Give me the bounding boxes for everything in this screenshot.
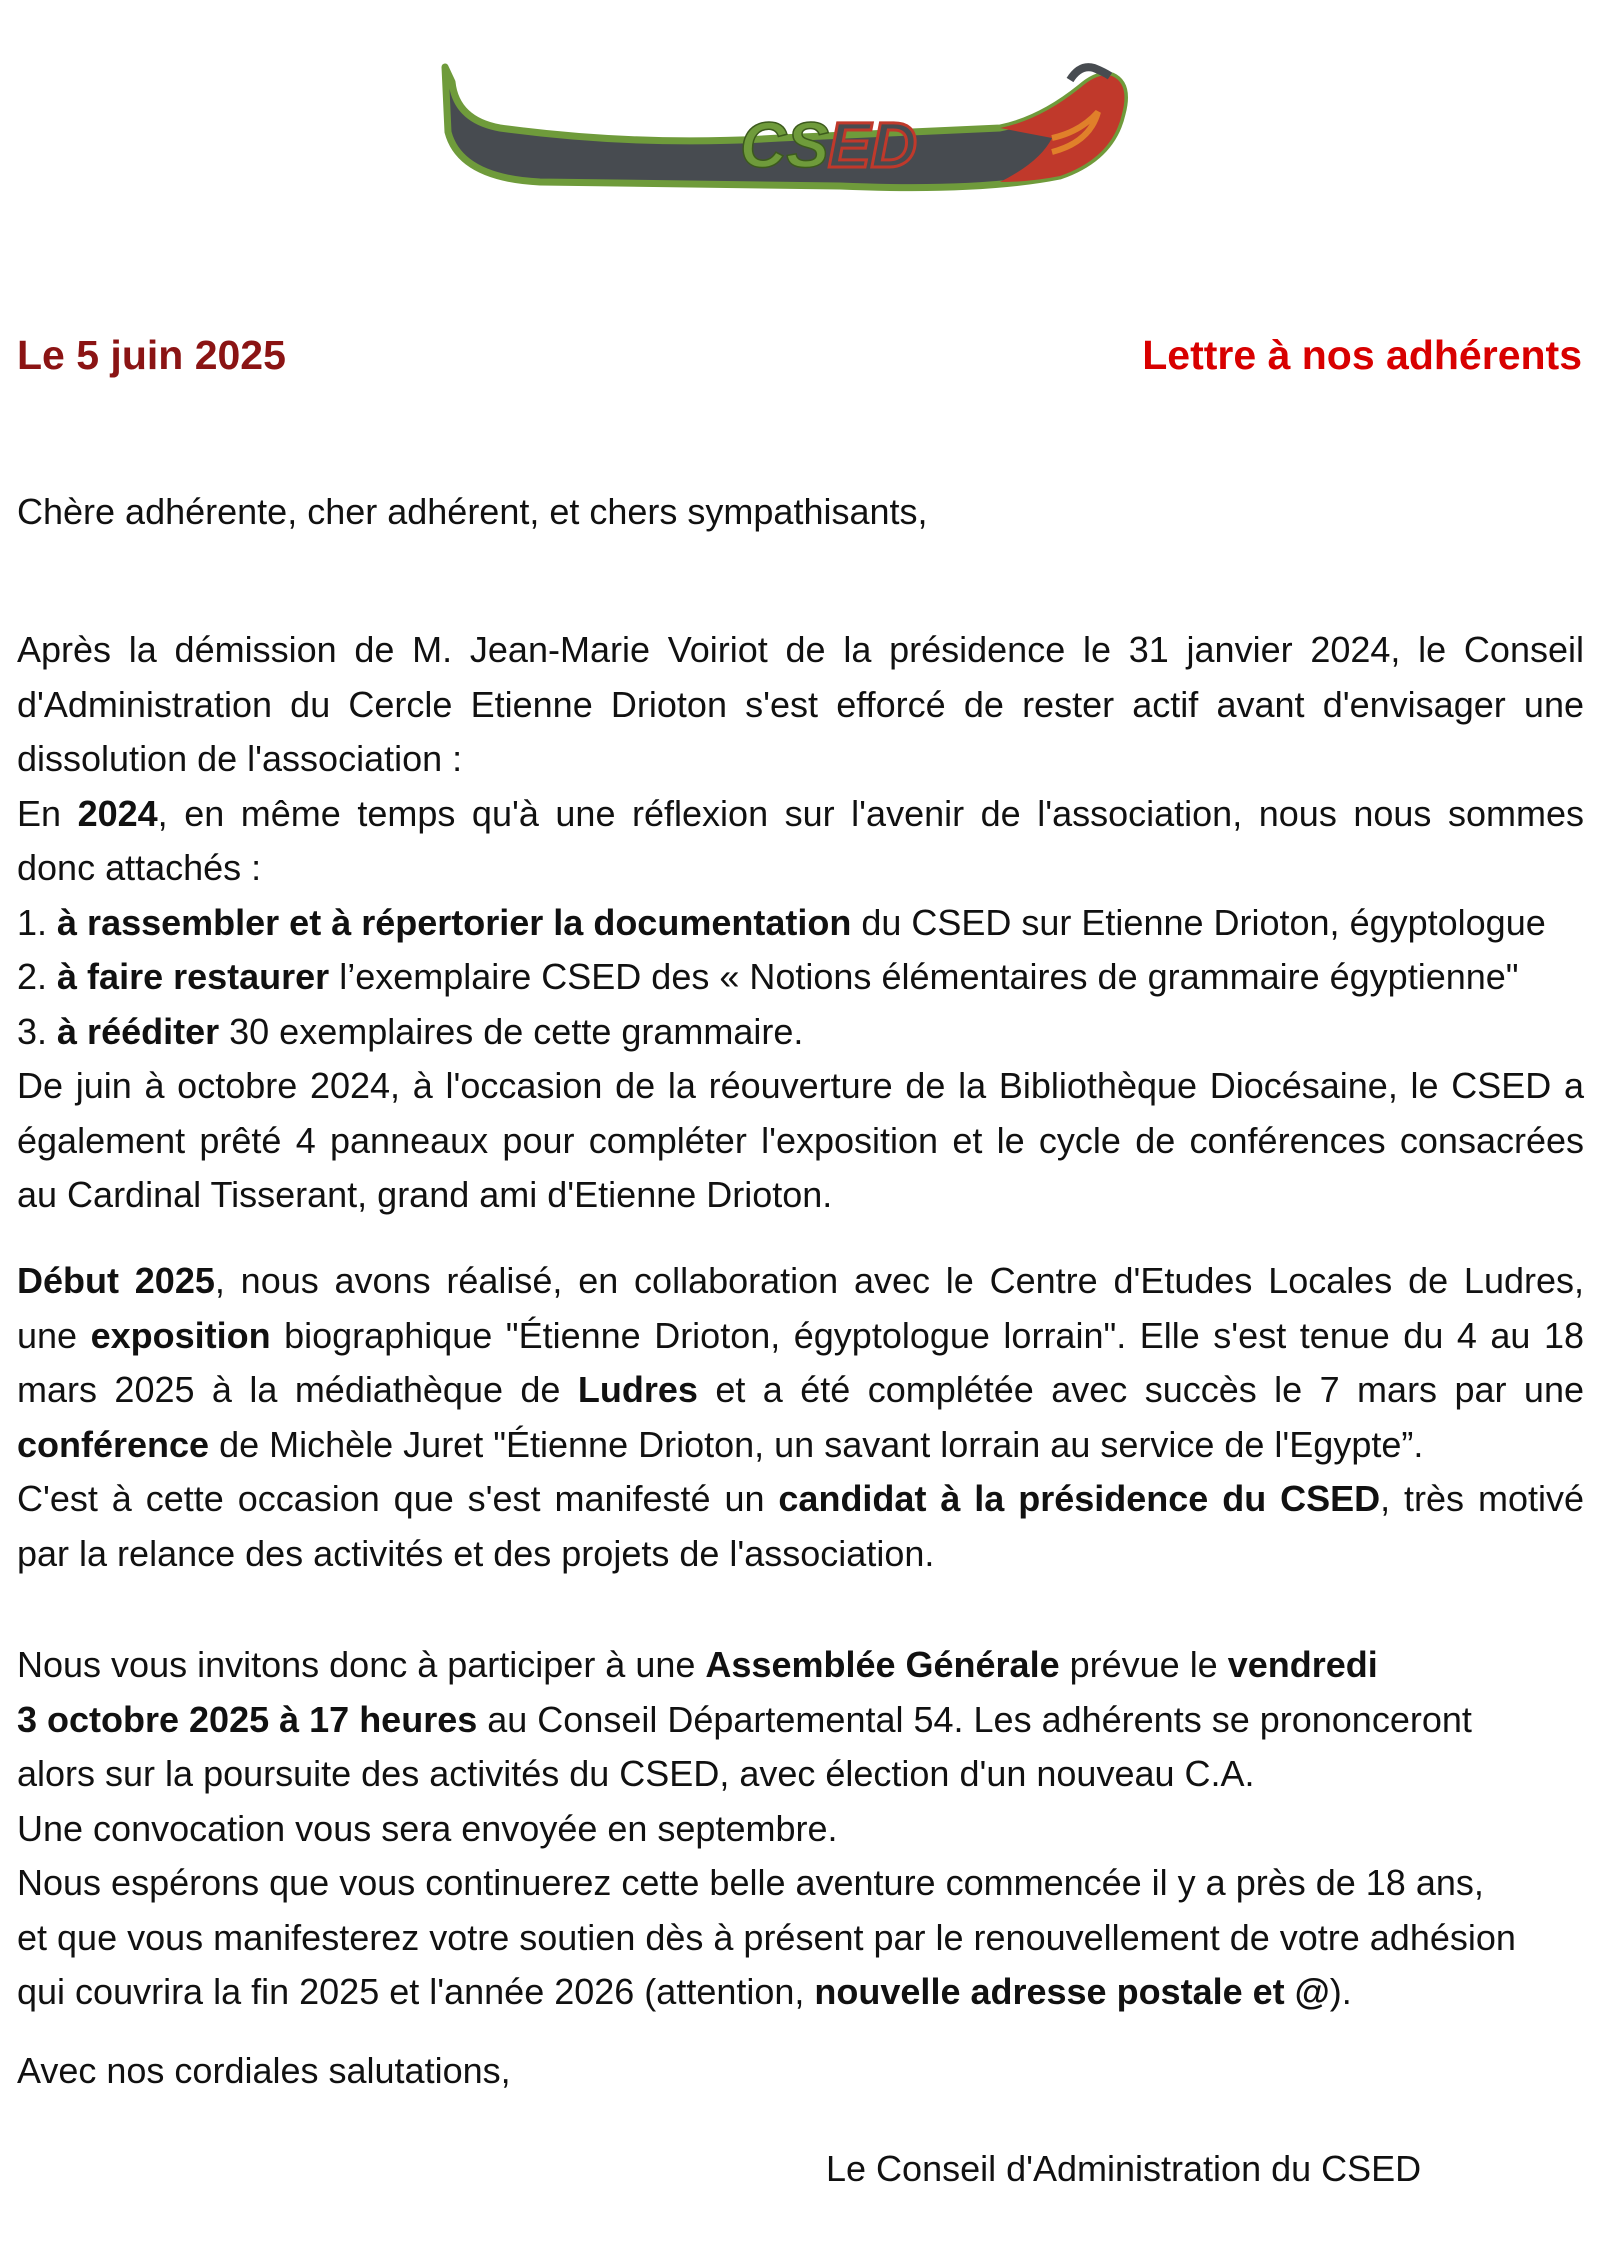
paragraph-general-assembly — [17, 1638, 1584, 2020]
text-line: également prêté 4 panneaux pour compléter l'exposition et le cycle de conférences consacrées — [17, 1119, 1584, 1161]
logo-text-ed: ED — [828, 109, 917, 181]
text-line: Nous espérons que vous continuerez cette belle aventure commencée il y a près de 18 ans, — [17, 1862, 1484, 1903]
text-line: une exposition biographique "Étienne Drioton, égyptologue lorrain". Elle s'est tenue du 4 au 18 — [17, 1314, 1584, 1356]
signature: Le Conseil d'Administration du CSED — [826, 2148, 1422, 2189]
csed-logo — [440, 62, 1130, 202]
text-line: et que vous manifesterez votre soutien dès à présent par le renouvellement de votre adhésion — [17, 1916, 1516, 1958]
text-line: En 2024, en même temps qu'à une réflexion sur l'avenir de l'association, nous nous sommes — [17, 792, 1584, 834]
logo-text-cs: CS — [740, 109, 829, 181]
text-line: d'Administration du Cercle Etienne Drioton s'est efforcé de rester actif avant d'envisager une — [17, 683, 1584, 725]
letter-date: Le 5 juin 2025 — [17, 332, 286, 378]
text-line: Une convocation vous sera envoyée en septembre. — [17, 1807, 838, 1849]
paragraph-2025-exhibition — [17, 1254, 1584, 1581]
text-line: au Cardinal Tisserant, grand ami d'Etienne Drioton. — [17, 1174, 833, 1215]
text-line: par la relance des activités et des projets de l'association. — [17, 1532, 935, 1574]
text-line: Début 2025, nous avons réalisé, en collaboration avec le Centre d'Etudes Locales de Ludres, — [17, 1260, 1584, 1301]
text-line: Nous vous invitons donc à participer à une Assemblée Générale prévue le vendredi — [17, 1644, 1378, 1685]
text-line: De juin à octobre 2024, à l'occasion de la réouverture de la Bibliothèque Diocésaine, le CSED a — [17, 1065, 1584, 1106]
text-line: conférence de Michèle Juret "Étienne Drioton, un savant lorrain au service de l'Egypte”. — [17, 1423, 1424, 1465]
list-item: 3. à rééditer 30 exemplaires de cette grammaire. — [17, 1010, 804, 1052]
greeting: Chère adhérente, cher adhérent, et chers sympathisants, — [17, 491, 928, 532]
text-line: donc attachés : — [17, 847, 262, 888]
text-line: qui couvrira la fin 2025 et l'année 2026 (attention, nouvelle adresse postale et @). — [17, 1971, 1352, 2012]
text-line: C'est à cette occasion que s'est manifesté un candidat à la présidence du CSED, très motivé — [17, 1478, 1584, 1519]
closing-salutation: Avec nos cordiales salutations, — [17, 2050, 511, 2091]
text-line: 3 octobre 2025 à 17 heures au Conseil Départemental 54. Les adhérents se prononceront — [17, 1698, 1472, 1740]
text-line: alors sur la poursuite des activités du CSED, avec élection d'un nouveau C.A. — [17, 1753, 1255, 1794]
paragraph-2024-activities — [17, 623, 1584, 1223]
text-line: mars 2025 à la médiathèque de Ludres et a été complétée avec succès le 7 mars par une — [17, 1369, 1585, 1410]
list-item: 1. à rassembler et à répertorier la documentation du CSED sur Etienne Drioton, égyptologue — [17, 901, 1546, 943]
list-item: 2. à faire restaurer l’exemplaire CSED des « Notions élémentaires de grammaire égyptienne" — [17, 956, 1519, 997]
text-line: dissolution de l'association : — [17, 738, 463, 779]
letter-title: Lettre à nos adhérents — [1142, 332, 1582, 378]
text-line: Après la démission de M. Jean-Marie Voiriot de la présidence le 31 janvier 2024, le Conseil — [17, 629, 1584, 670]
